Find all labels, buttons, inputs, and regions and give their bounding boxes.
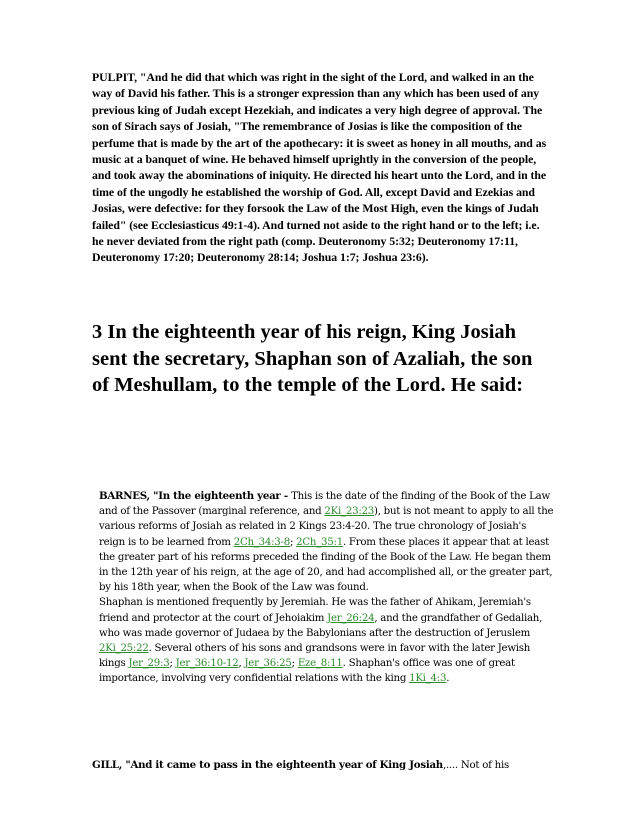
scripture-link[interactable]: Eze_8:11: [297, 658, 343, 670]
barnes-text: , and the grandfather of Gedaliah, who was made governor of Judaea by the Babylonians after the destruction of Jeruslem: [99, 612, 543, 639]
gill-text: ,.... Not of his: [442, 760, 509, 771]
barnes-text: Shaphan is mentioned frequently by Jeremiah. He was the father of Ahikam, Jeremiah's friend and protector at the court of Jehoiakim: [99, 597, 531, 624]
pulpit-commentary: PULPIT, "And he did that which was right in the sight of the Lord, and walked in an the way of David his father. This is a stronger expression than any which has been used of any previous king of Judah except Hezekiah, and indicates a very high degree of approval. The son of Sirach says of Josiah, "The remembrance of Josias is like the composition of the perfume that is made by the art of the apothecary: it is sweet as honey in all mouths, and as music at a banquet of wine. He behaved himself uprightly in the conversion of the people, and took away the abominations of iniquity. He directed his heart unto the Lord, and in the time of the ungodly he established the worship of God. All, except David and Ezekias and Josias, were defective: for they forsook the Law of the Most High, even the kings of Judah failed" (see Ecclesiasticus 49:1-4). And turned not aside to the right hand or to the left; i.e. he never deviated from the right path (comp. Deuteronomy 5:32; Deuteronomy 17:11, Deuteronomy 17:20; Deuteronomy 28:14; Joshua 1:7; Joshua 23:6).: [92, 70, 547, 265]
scripture-link[interactable]: Jer_26:24: [327, 612, 375, 624]
scripture-link[interactable]: Jer_36:25: [244, 658, 292, 670]
scripture-link[interactable]: 1Ki_4:3: [409, 673, 447, 685]
barnes-text: ,: [238, 658, 245, 670]
scripture-link[interactable]: 2Ki_23:23: [324, 506, 374, 518]
barnes-text: This is the date of the finding of the Book of the Law and of the Passover (marginal reference, and: [99, 491, 550, 518]
barnes-text: ), but is not meant to apply to all the various reforms of Josiah as related in 2 Kings 23:4-20. The true chronology of Josiah's reign is to be learned from: [99, 506, 554, 548]
barnes-text: ;: [291, 658, 298, 670]
barnes-paragraph-2: [92, 595, 554, 686]
barnes-text: . Several others of his sons and grandsons were in favor with the later Jewish kings: [99, 643, 531, 670]
barnes-text: . Shaphan's office was one of great importance, involving very confidential relations with the king: [99, 658, 515, 685]
scripture-link[interactable]: Jer_29:3: [128, 658, 170, 670]
barnes-text: ;: [169, 658, 176, 670]
scripture-link[interactable]: 2Ch_35:1: [296, 536, 343, 548]
gill-commentary: [92, 758, 554, 773]
barnes-text: .: [446, 673, 450, 685]
barnes-text: . From these places it appear that at least the greater part of his reforms preceded the finding of the Book of the Law. He began them in the 12th year of his reign, at the age of 20, and had accomplished all, or the greater part, by his 18th year, when the Book of the Law was found.: [99, 536, 553, 594]
barnes-lead: BARNES, "In the eighteenth year -: [99, 490, 292, 502]
scripture-link[interactable]: Jer_36:10-12: [175, 658, 239, 670]
scripture-link[interactable]: 2Ki_25:22: [99, 643, 149, 655]
gill-lead: GILL, "And it came to pass in the eighteenth year of King Josiah: [92, 759, 443, 771]
barnes-text: ;: [289, 536, 297, 548]
verse-heading: 3 In the eighteenth year of his reign, King Josiah sent the secretary, Shaphan son of Azaliah, the son of Meshullam, to the temple of the Lord. He said:: [92, 321, 533, 397]
scripture-link[interactable]: 2Ch_34:3-8: [233, 536, 290, 548]
barnes-paragraph-1: [92, 489, 554, 595]
barnes-commentary: [92, 489, 554, 687]
